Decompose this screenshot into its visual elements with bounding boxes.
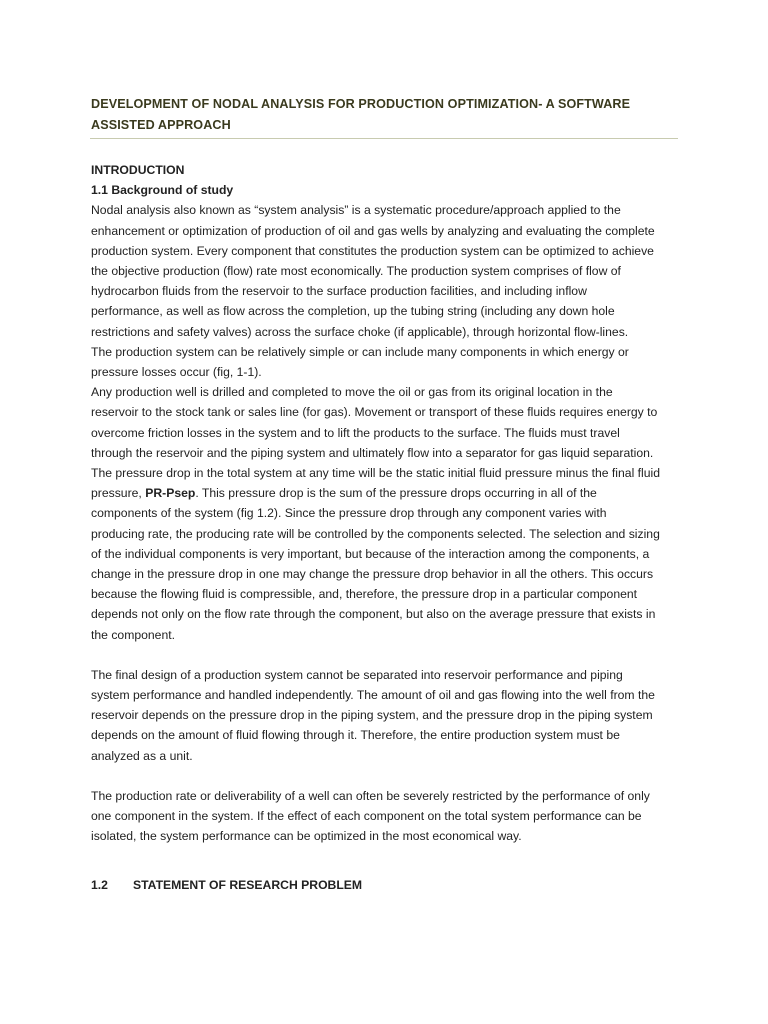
pressure-prefix: pressure, [91, 486, 146, 501]
section-2-heading [91, 875, 691, 895]
text-line: change in the pressure drop in one may change the pressure drop behavior in all the others. This occurs [91, 567, 654, 582]
title-line: DEVELOPMENT OF NODAL ANALYSIS FOR PRODUCTION OPTIMIZATION- A SOFTWARE [91, 97, 631, 111]
section-heading: INTRODUCTION [91, 163, 185, 177]
text-line: components of the system (fig 1.2). Since the pressure drop through any component varies with [91, 506, 607, 521]
paragraph-1 [91, 200, 691, 644]
paragraph-gap [91, 766, 691, 786]
text-line: The final design of a production system cannot be separated into reservoir performance and piping [91, 667, 623, 682]
text-line: one component in the system. If the effect of each component on the total system performance can be [91, 809, 642, 824]
text-line: hydrocarbon fluids from the reservoir to the surface production facilities, and including inflow [91, 284, 587, 299]
text-line: The production rate or deliverability of a well can often be severely restricted by the performance of only [91, 788, 650, 803]
paragraph-3 [91, 786, 691, 847]
text-line: through the reservoir and the piping system and ultimately flow into a separator for gas liquid separation. [91, 445, 654, 460]
title-line: ASSISTED APPROACH [91, 118, 231, 132]
text-line: the objective production (flow) rate most economically. The production system comprises of flow of [91, 264, 621, 279]
text-line: performance, as well as flow across the completion, up the tubing string (including any down hole [91, 304, 615, 319]
text-line-pressure [91, 483, 691, 503]
text-line: Any production well is drilled and completed to move the oil or gas from its original location in the [91, 385, 613, 400]
text-line: depends on the amount of fluid flowing through it. Therefore, the entire production system must be [91, 728, 620, 743]
text-line: system performance and handled independently. The amount of oil and gas flowing into the well from the [91, 688, 655, 703]
text-line: overcome friction losses in the system and to lift the products to the surface. The fluids must travel [91, 425, 620, 440]
text-line: reservoir to the stock tank or sales line (for gas). Movement or transport of these fluids requires energy to [91, 405, 658, 420]
text-line: The pressure drop in the total system at any time will be the static initial fluid pressure minus the final fluid [91, 466, 661, 481]
paragraph-2 [91, 665, 691, 766]
text-line: Nodal analysis also known as “system analysis” is a systematic procedure/approach applied to the [91, 203, 621, 218]
pressure-suffix: . This pressure drop is the sum of the pressure drops occurring in all of the [195, 486, 597, 501]
text-line: producing rate, the producing rate will be controlled by the components selected. The selection and sizing [91, 526, 660, 541]
text-line: enhancement or optimization of production of oil and gas wells by analyzing and evaluating the complete [91, 223, 655, 238]
document-body [91, 160, 691, 895]
title-divider [90, 138, 678, 139]
text-line: analyzed as a unit. [91, 748, 193, 763]
document-title [91, 94, 691, 136]
text-line: because the flowing fluid is compressible, and, therefore, the pressure drop in a particular component [91, 587, 638, 602]
paragraph-gap [91, 645, 691, 665]
section-2-number: 1.2 [91, 877, 108, 892]
text-line: pressure losses occur (fig, 1-1). [91, 365, 262, 380]
text-line: restrictions and safety valves) across the surface choke (if applicable), through horizontal flow-lines. [91, 324, 629, 339]
text-line: depends not only on the flow rate through the component, but also on the average pressure that exists in [91, 607, 656, 622]
subsection-heading: 1.1 Background of study [91, 183, 234, 198]
text-line: the component. [91, 627, 176, 642]
text-line: The production system can be relatively simple or can include many components in which energy or [91, 344, 629, 359]
pressure-term: PR-Psep [145, 486, 196, 501]
text-line: production system. Every component that constitutes the production system can be optimized to achieve [91, 243, 654, 258]
section-2-title: STATEMENT OF RESEARCH PROBLEM [133, 877, 363, 892]
text-line: of the individual components is very important, but because of the interaction among the components, a [91, 546, 650, 561]
text-line: isolated, the system performance can be optimized in the most economical way. [91, 829, 522, 844]
text-line: reservoir depends on the pressure drop in the piping system, and the pressure drop in the piping system [91, 708, 653, 723]
